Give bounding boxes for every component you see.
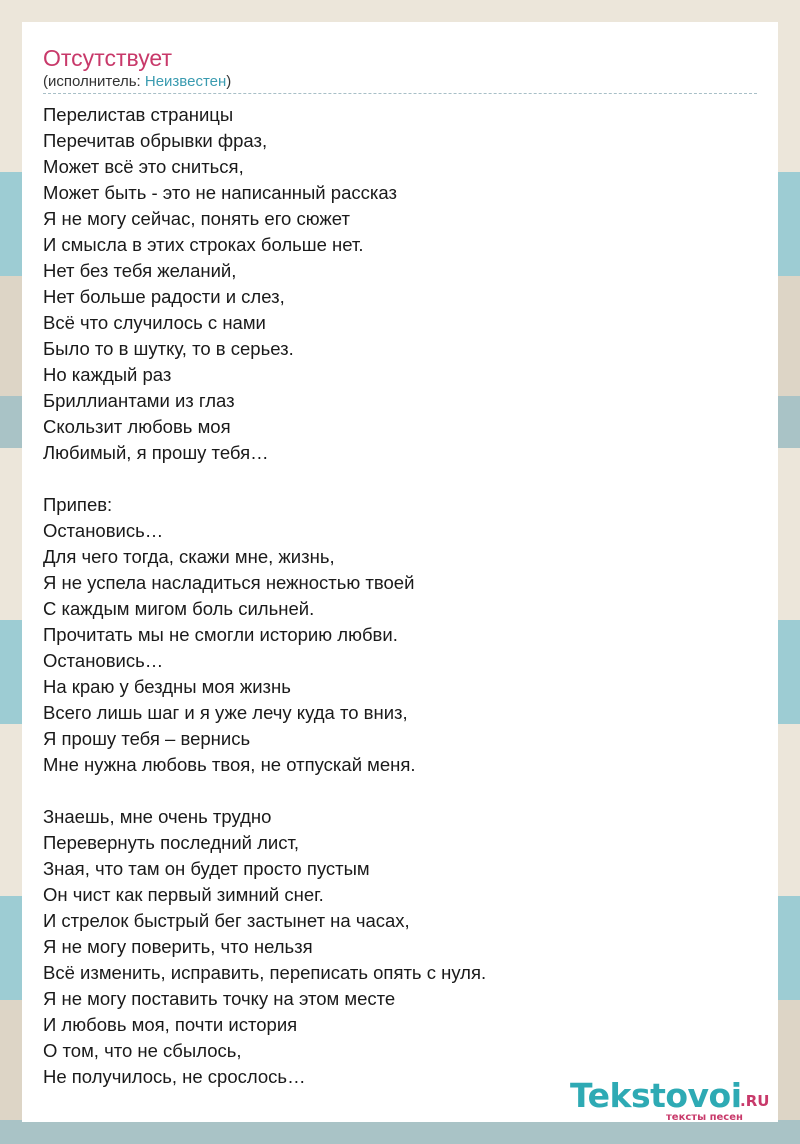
lyric-line: Перелистав страницы — [43, 104, 234, 125]
lyric-line: Всего лишь шаг и я уже лечу куда то вниз, — [43, 702, 408, 723]
lyric-line: Всё изменить, исправить, переписать опять с нуля. — [43, 962, 487, 983]
lyric-line: Я прошу тебя – вернись — [43, 728, 251, 749]
logo-tagline: тексты песен — [666, 1112, 743, 1123]
lyric-line: Нет без тебя желаний, — [43, 260, 237, 281]
lyric-line: Любимый, я прошу тебя… — [43, 442, 269, 463]
lyric-line: Припев: — [43, 494, 113, 515]
lyric-line: Может всё это сниться, — [43, 156, 244, 177]
lyric-line: Не получилось, не срослось… — [43, 1066, 306, 1087]
lyrics-stanza — [43, 492, 743, 778]
lyric-line: Я не могу поставить точку на этом месте — [43, 988, 396, 1009]
lyric-line: Остановись… — [43, 650, 164, 671]
lyric-line: Прочитать мы не смогли историю любви. — [43, 624, 398, 645]
lyric-line: Знаешь, мне очень трудно — [43, 806, 272, 827]
performer-link[interactable]: Неизвестен — [144, 73, 227, 90]
lyric-line: О том, что не сбылось, — [43, 1040, 242, 1061]
lyric-line: С каждым мигом боль сильней. — [43, 598, 315, 619]
lyric-line: Перевернуть последний лист, — [43, 832, 300, 853]
logo-tld: .RU — [740, 1092, 770, 1110]
lyric-line: Нет больше радости и слез, — [43, 286, 285, 307]
lyric-line: На краю у бездны моя жизнь — [43, 676, 291, 697]
lyric-line: Мне нужна любовь твоя, не отпускай меня. — [43, 754, 416, 775]
performer-line — [43, 72, 231, 92]
lyric-line: Перечитав обрывки фраз, — [43, 130, 268, 151]
lyrics-text — [43, 102, 743, 1090]
lyric-line: Я не успела насладиться нежностью твоей — [43, 572, 415, 593]
lyric-line: Зная, что там он будет просто пустым — [43, 858, 370, 879]
lyric-line: Он чист как первый зимний снег. — [43, 884, 324, 905]
title-divider — [43, 93, 757, 94]
lyric-line: Скользит любовь моя — [43, 416, 231, 437]
site-logo — [570, 1076, 780, 1132]
lyric-line: Может быть - это не написанный рассказ — [43, 182, 397, 203]
lyric-line: И любовь моя, почти история — [43, 1014, 298, 1035]
performer-suffix: ) — [226, 73, 232, 90]
lyric-line: Я не могу поверить, что нельзя — [43, 936, 313, 957]
lyrics-stanza — [43, 804, 743, 1090]
lyrics-stanza — [43, 102, 743, 466]
song-title: Отсутствует — [43, 45, 172, 71]
lyric-line: Всё что случилось с нами — [43, 312, 266, 333]
lyric-line: Было то в шутку, то в серьез. — [43, 338, 294, 359]
lyric-line: И стрелок быстрый бег застынет на часах, — [43, 910, 410, 931]
lyric-line: Бриллиантами из глаз — [43, 390, 235, 411]
lyric-line: И смысла в этих строках больше нет. — [43, 234, 364, 255]
logo-brand: Tekstovoi — [570, 1076, 742, 1115]
lyric-line: Я не могу сейчас, понять его сюжет — [43, 208, 350, 229]
lyrics-card — [22, 22, 778, 1122]
lyric-line: Остановись… — [43, 520, 164, 541]
lyric-line: Для чего тогда, скажи мне, жизнь, — [43, 546, 335, 567]
performer-prefix: (исполнитель: — [43, 73, 145, 90]
lyric-line: Но каждый раз — [43, 364, 172, 385]
